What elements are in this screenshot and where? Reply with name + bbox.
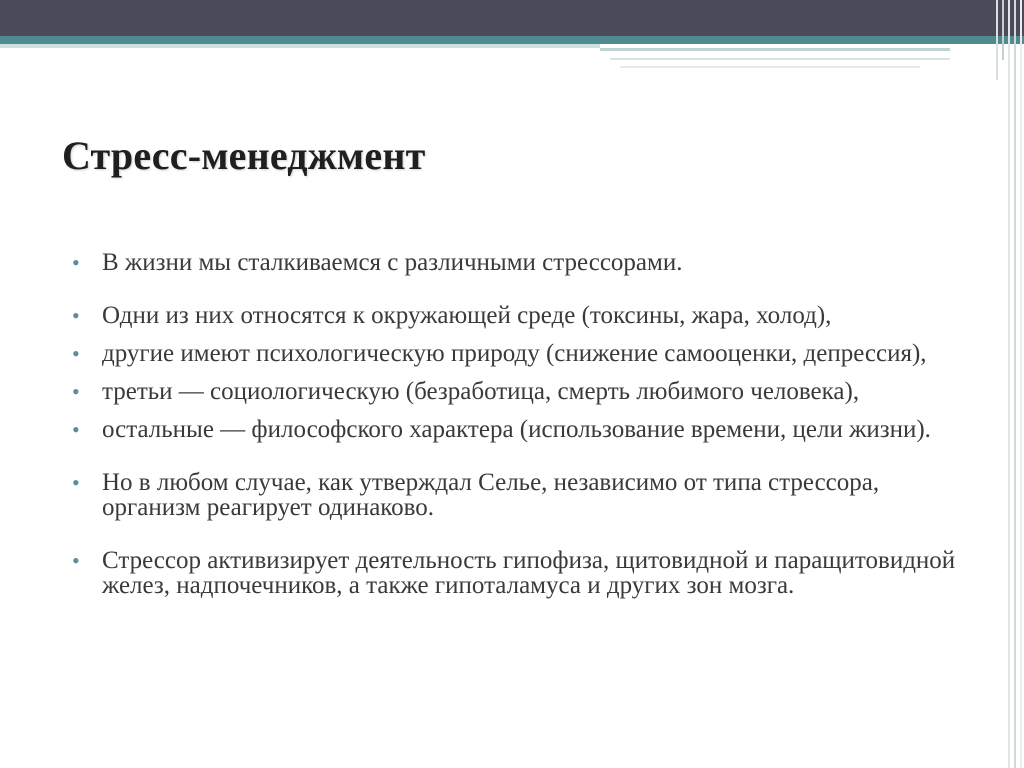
bullet-item — [70, 548, 960, 598]
decorative-line — [1014, 0, 1016, 768]
decorative-line — [1002, 0, 1004, 60]
bullet-item — [70, 379, 960, 404]
bullet-icon: • — [72, 548, 80, 573]
bullet-icon: • — [72, 250, 80, 275]
bullet-item — [70, 341, 960, 366]
header-accent-line — [600, 48, 950, 51]
bullet-icon: • — [72, 379, 80, 404]
slide-title: Стресс-менеджмент — [62, 133, 426, 178]
bullet-text: Стрессор активизирует деятельность гипофиза, щитовидной и паращитовидной желез, надпочечников, а также гипоталамуса и других зон мозга. — [102, 547, 956, 599]
bullet-icon: • — [72, 303, 80, 328]
decorative-line — [1008, 0, 1010, 768]
bullet-item — [70, 250, 960, 275]
bullet-text: Одни из них относятся к окружающей среде (токсины, жара, холод), — [102, 302, 832, 329]
header-accent-line — [610, 58, 950, 60]
bullet-item — [70, 303, 960, 328]
header-thin-bar — [0, 44, 600, 48]
decorative-line — [1020, 0, 1022, 768]
header-accent-line — [620, 66, 920, 68]
bullet-icon: • — [72, 341, 80, 366]
right-edge-decoration — [994, 0, 1024, 768]
bullet-text: В жизни мы сталкиваемся с различными стрессорами. — [102, 249, 683, 276]
decorative-line — [996, 0, 998, 80]
bullet-text: остальные — философского характера (использование времени, цели жизни). — [102, 416, 931, 443]
bullet-item — [70, 417, 960, 442]
bullet-text: Но в любом случае, как утверждал Селье, независимо от типа стрессора, организм реагирует одинаково. — [102, 469, 880, 521]
header-teal-bar — [0, 36, 1024, 44]
bullet-icon: • — [72, 417, 80, 442]
header-dark-bar — [0, 0, 1024, 36]
bullet-text: третьи — социологическую (безработица, смерть любимого человека), — [102, 378, 860, 405]
bullet-item — [70, 470, 960, 520]
bullet-icon: • — [72, 470, 80, 495]
bullet-text: другие имеют психологическую природу (снижение самооценки, депрессия), — [102, 340, 927, 367]
slide-body — [70, 250, 960, 598]
